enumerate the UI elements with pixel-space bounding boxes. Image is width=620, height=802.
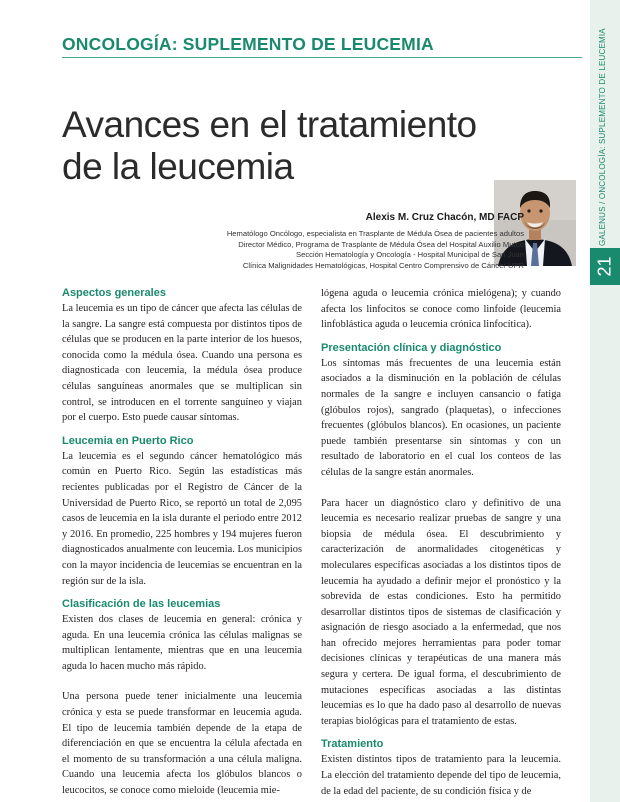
- side-running-head: GALENUS / ONCOLOGÍA: SUPLEMENTO DE LEUCEMIA: [598, 28, 607, 246]
- heading-tratamiento: Tratamiento: [321, 738, 384, 751]
- left-column: [62, 286, 302, 799]
- author-affiliation: Clínica Malignidades Hematológicas, Hospital Centro Comprensivo de Cáncer UPR: [242, 260, 524, 270]
- author-affiliation: Director Médico, Programa de Trasplante de Médula Ósea del Hospital Auxilio Mutuo: [238, 239, 524, 249]
- heading-clasificacion: Clasificación de las leucemias: [62, 598, 221, 611]
- body-paragraph: Para hacer un diagnóstico claro y definitivo de una leucemia es necesario realizar pruebas de sangre y una biopsia de médula ósea. El descubrimiento y caracterización de anormalidades citogenéticas y moleculares específicas asociadas a los distintos tipos de leucemia ha ayudado a definir mejor el pronóstico y la sobrevida de estas condiciones. Esto ha permitido desarrollar distintos tipos de sistemas de clasificación y asignación de riesgo asociado a la enfermedad, que nos han ofrecido mejores herramientas para poder tomar decisiones clínicas y terapéuticas de una manera más segura y certera. De igual forma, el descubrimiento de mutaciones específicas asociadas a las distintas leucemias es lo que ha dado paso al desarrollo de nuevas terapias biológicas para el tratamiento de estas.: [321, 497, 561, 727]
- heading-leucemia-puerto-rico: Leucemia en Puerto Rico: [62, 434, 194, 447]
- author-affiliation: Hematólogo Oncólogo, especialista en Trasplante de Médula Ósea de pacientes adultos: [226, 229, 524, 238]
- right-column: [321, 286, 561, 799]
- author-block: [227, 212, 524, 271]
- title-line-1: Avances en el tratamiento: [62, 104, 477, 145]
- body-paragraph: La leucemia es el segundo cáncer hematológico más común en Puerto Rico. Según las estadísticas más recientes publicadas por el Registro de Cáncer de la Universidad de Puerto Rico, se reportó un total de 2,095 casos de leucemia en la isla durante el periodo entre 2012 y 2016. En promedio, 225 hombres y 194 mujeres fueron diagnosticados anualmente con leucemia. Los municipios con la mayor incidencia de leucemias se encuentran en la región sur de la isla.: [62, 450, 302, 587]
- page-number: 21: [594, 256, 615, 277]
- header-divider: [62, 57, 582, 58]
- body-paragraph: Existen dos clases de leucemia en general: crónica y aguda. En una leucemia crónica las células malignas se multiplican lentamente, mientras que en una leucemia aguda lo hacen mucho más rápido.: [62, 614, 302, 672]
- body-paragraph: Los síntomas más frecuentes de una leucemia están asociados a la disminución en la población de células normales de la sangre e incluyen cansancio o fatiga (glóbulos rojos), sangrado (plaquetas), o infecciones frecuentes (glóbulos blancos). En ocasiones, un paciente puede también presentarse sin síntomas y con un resultado de laboratorio en el cual los conteos de las células de la sangre están anormales.: [321, 357, 561, 478]
- page-number-tab: [590, 248, 620, 285]
- title-line-2: de la leucemia: [62, 146, 294, 187]
- author-affiliation: Sección Hematología y Oncología - Hospital Municipal de San Juan: [296, 250, 524, 259]
- heading-presentacion-clinica: Presentación clínica y diagnóstico: [321, 341, 502, 354]
- heading-aspectos-generales: Aspectos generales: [62, 287, 166, 299]
- body-paragraph: Una persona puede tener inicialmente una leucemia crónica y esta se puede transformar en leucemia aguda. El tipo de leucemia también depende de la etapa de diferenciación en que se encuentra la célula afectada en el momento de su transformación a una célula maligna. Cuando una leucemia afecta los glóbulos blancos o leucocitos, se conoce como mieloide (leucemia mie-: [62, 691, 302, 797]
- author-name: Alexis M. Cruz Chacón, MD FACP: [365, 212, 524, 223]
- article-title: [62, 104, 542, 188]
- body-paragraph: Existen distintos tipos de tratamiento para la leucemia. La elección del tratamiento depende del tipo de leucemia, de la edad del paciente, de su condición física y de: [321, 754, 561, 797]
- body-paragraph-continued: lógena aguda o leucemia crónica mielógena); y cuando afecta los linfocitos se conoce como linfoide (leucemia linfoblástica aguda o leucemia crónica linfocítica).: [321, 288, 561, 331]
- section-supertitle: ONCOLOGÍA: SUPLEMENTO DE LEUCEMIA: [62, 34, 434, 54]
- body-paragraph: La leucemia es un tipo de cáncer que afecta las células de la sangre. La sangre está compuesta por distintos tipos de células que se producen en la parte interior de los huesos, conocida como la médula ósea. Cuando una persona es diagnosticada con leucemia, la médula ósea produce células sanguíneas anormales que se multiplican sin control, se introducen en el torrente sanguíneo y viajan por el cuerpo. Esto puede causar síntomas.: [62, 303, 302, 424]
